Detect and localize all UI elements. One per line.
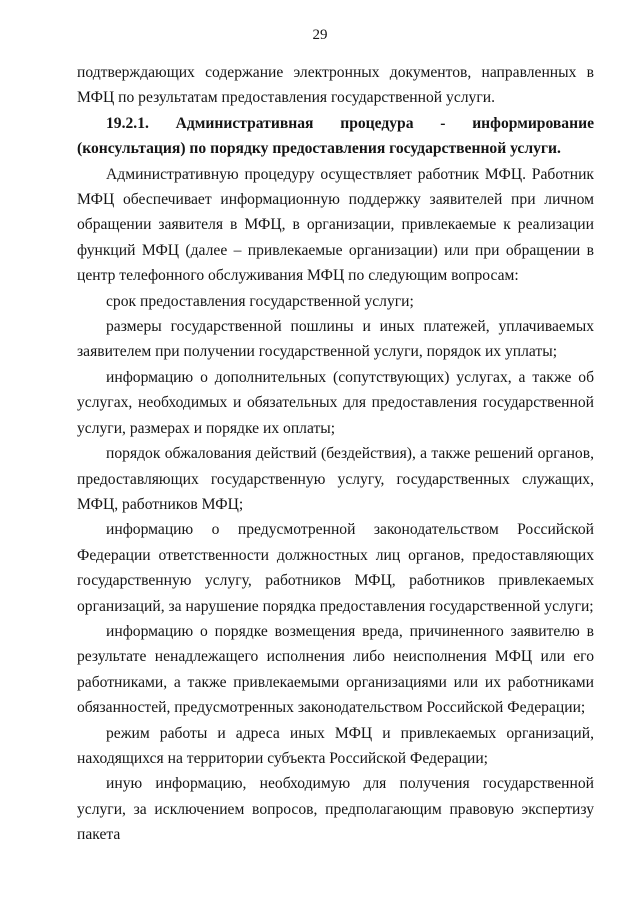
list-item-damages: информацию о порядке возмещения вреда, причиненного заявителю в результате ненадлежащего исполнения либо неисполнения МФЦ или его работниками, а также привлекаемыми организациями или их работниками обязанностей, предусмотренных законодательством Российской Федерации; [77, 622, 594, 717]
paragraph-continuation: подтверждающих содержание электронных документов, направленных в МФЦ по результатам предоставления государственной услуги. [77, 64, 594, 107]
list-item-appeal: порядок обжалования действий (бездействия), а также решений органов, предоставляющих государственную услугу, государственных служащих, МФЦ, работников МФЦ; [77, 445, 594, 513]
list-item-additional-services: информацию о дополнительных (сопутствующих) услугах, а также об услугах, необходимых и обязательных для предоставления государственной услуги, размерах и порядке их оплаты; [77, 368, 594, 437]
page-number: 29 [312, 27, 328, 43]
list-item-liability: информацию о предусмотренной законодательством Российской Федерации ответственности должностных лиц органов, предоставляющих государственную услугу, работников МФЦ, работников привлекаемых организаций, за нарушение порядка предоставления государственной услуги; [77, 521, 594, 615]
document-body [77, 60, 594, 848]
list-item-fees: размеры государственной пошлины и иных платежей, уплачиваемых заявителем при получении государственной услуги, порядок их уплаты; [77, 318, 594, 361]
section-heading: 19.2.1. Административная процедура - информирование (консультация) по порядку предоставления государственной услуги. [77, 114, 594, 158]
list-item-other-info: иную информацию, необходимую для получения государственной услуги, за исключением вопросов, предполагающим правовую экспертизу пакета [77, 775, 594, 844]
paragraph-intro: Административную процедуру осуществляет работник МФЦ. Работник МФЦ обеспечивает информационную поддержку заявителей при личном обращении заявителя в МФЦ, в организации, привлекаемые к реализации функций МФЦ (далее – привлекаемые организации) или при обращении в центр телефонного обслуживания МФЦ по следующим вопросам: [77, 165, 594, 285]
list-item-schedule: режим работы и адреса иных МФЦ и привлекаемых организаций, находящихся на территории субъекта Российской Федерации; [77, 724, 594, 767]
list-item-term: срок предоставления государственной услуги; [106, 292, 414, 310]
